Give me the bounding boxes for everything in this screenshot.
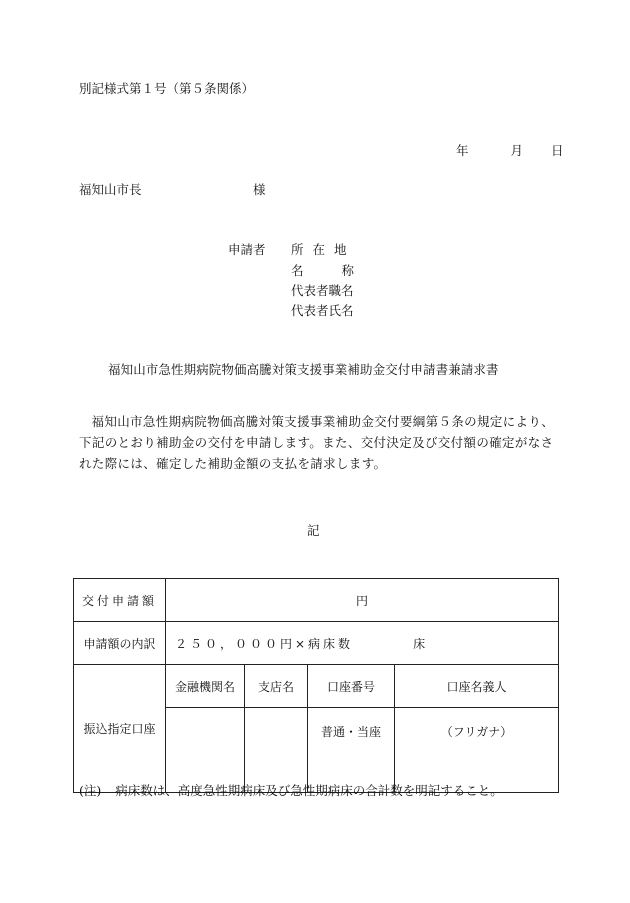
table-row: [74, 622, 559, 665]
date-line: [456, 141, 564, 159]
requested-amount-label: 交付申請額: [74, 579, 166, 622]
addressee-name: 福知山市長: [79, 182, 142, 197]
field-rep-name: 代表者氏名: [291, 303, 354, 318]
ki-heading: 記: [307, 523, 320, 538]
bed-unit: 床: [413, 636, 426, 651]
bank-name-header: 金融機関名: [166, 665, 245, 708]
furigana-cell[interactable]: （フリガナ）: [395, 708, 559, 793]
branch-cell[interactable]: [245, 708, 308, 793]
footnote-text: 病床数は、高度急性期病床及び急性期病床の合計数を明記すること。: [115, 783, 503, 798]
document-title: 福知山市急性期病院物価高騰対策支援事業補助金交付申請書兼請求書: [108, 362, 499, 377]
transfer-account-label: 振込指定口座: [74, 665, 166, 793]
table-row: [74, 579, 559, 622]
breakdown-cell[interactable]: [166, 622, 559, 665]
form-number: 別記様式第１号（第５条関係）: [79, 81, 255, 96]
breakdown-amount: ２５０，０００円×病床数: [175, 636, 354, 651]
body-paragraph: 福知山市急性期病院物価高騰対策支援事業補助金交付要綱第５条の規定により、下記のとおり補助金の交付を申請します。また、交付決定及び交付額の確定がなされた際には、確定した補助金額の支払を請求します。: [79, 414, 555, 471]
addressee: [79, 180, 266, 198]
branch-header: 支店名: [245, 665, 308, 708]
breakdown-label: 申請額の内訳: [74, 622, 166, 665]
footnote-mark: (注): [79, 783, 102, 798]
field-rep-title: 代表者職名: [291, 283, 354, 298]
account-number-header: 口座番号: [308, 665, 395, 708]
field-name: 名称: [291, 263, 393, 278]
table-row: [74, 665, 559, 708]
account-type-cell[interactable]: 普通・当座: [308, 708, 395, 793]
account-holder-header: 口座名義人: [395, 665, 559, 708]
applicant-label: 申請者: [228, 242, 266, 257]
footnote: [79, 781, 503, 799]
field-address: 所在地: [291, 242, 356, 257]
month-label: 月: [510, 143, 524, 158]
requested-amount-cell[interactable]: 円: [166, 579, 559, 622]
addressee-honorific: 様: [253, 182, 266, 197]
year-label: 年: [456, 143, 469, 158]
day-label: 日: [551, 143, 564, 158]
bank-name-cell[interactable]: [166, 708, 245, 793]
application-table: [73, 578, 559, 793]
